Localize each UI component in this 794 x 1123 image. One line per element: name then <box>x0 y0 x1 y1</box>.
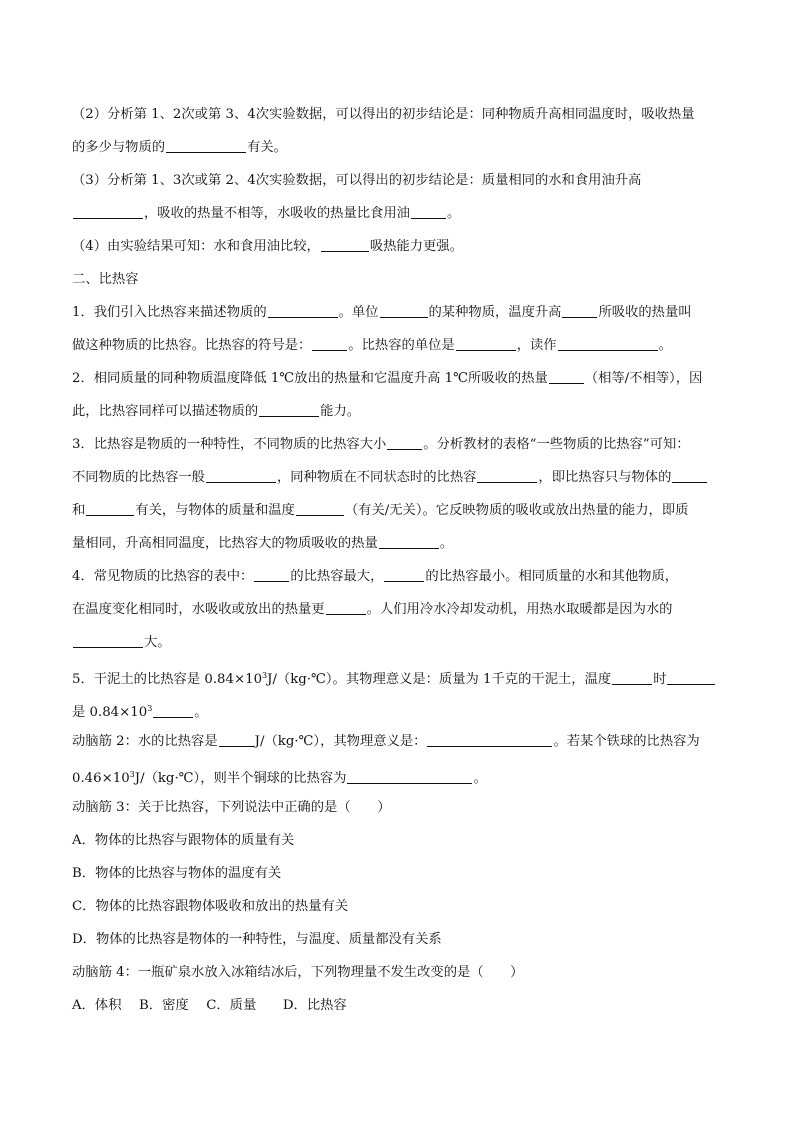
text: 动脑筋 2：水的比热容是 <box>72 734 218 749</box>
text: 。分析教材的表格“一些物质的比热容”可知： <box>423 437 690 452</box>
text: （2）分析第 1、2次或第 3、4次实验数据，可以得出的初步结论是：同种物质升高相同温度时，吸收热量 <box>72 107 695 122</box>
answer-blank[interactable] <box>259 403 319 417</box>
item-1-line-2 <box>72 329 724 362</box>
answer-blank[interactable] <box>477 469 537 483</box>
item-3-line-3 <box>72 494 724 527</box>
text: 2．相同质量的同种物质温度降低 1℃放出的热量和它温度升高 1℃所吸收的热量 <box>72 371 548 386</box>
text: 。比热容的单位是 <box>348 338 455 353</box>
text: 量相同，升高相同温度，比热容大的物质吸收的热量 <box>72 536 378 551</box>
answer-blank[interactable] <box>558 337 658 351</box>
brain-teaser-2-line-2 <box>72 758 724 791</box>
text: J/（kg·℃），则半个铜球的比热容为 <box>134 771 347 786</box>
answer-blank[interactable] <box>411 205 446 219</box>
item-4-line-3 <box>72 626 724 659</box>
answer-blank[interactable] <box>347 770 472 784</box>
text: B．物体的比热容与物体的温度有关 <box>72 866 282 881</box>
text: 的多少与物质的 <box>72 140 166 155</box>
text: 不同物质的比热容一般 <box>72 470 205 485</box>
text: 有关，与物体的质量和温度 <box>135 503 295 518</box>
answer-blank[interactable] <box>612 671 652 685</box>
answer-blank[interactable] <box>384 568 424 582</box>
question-3-line-1 <box>72 164 724 197</box>
item-4-line-2 <box>72 593 724 626</box>
text: 。 <box>473 771 487 786</box>
item-5-line-1 <box>72 659 724 692</box>
text: （4）由实验结果可知：水和食用油比较， <box>72 239 320 254</box>
answer-blank[interactable] <box>73 205 143 219</box>
item-3-line-1 <box>72 428 724 461</box>
answer-blank[interactable] <box>456 337 516 351</box>
text: 是 0.84×10 <box>72 705 148 720</box>
question-4-line <box>72 230 724 263</box>
text: ，即比热容只与物体的 <box>538 470 672 485</box>
text: 。 <box>446 206 461 221</box>
item-2-line-2 <box>72 395 724 428</box>
text: 的比热容最小。相同质量的水和其他物质， <box>425 569 679 584</box>
worksheet-page <box>72 98 724 1022</box>
answer-blank[interactable] <box>254 568 289 582</box>
answer-blank[interactable] <box>296 502 344 516</box>
text: 1．我们引入比热容来描述物质的 <box>72 305 267 320</box>
answer-blank[interactable] <box>86 502 134 516</box>
text: （相等/不相等），因 <box>584 371 703 386</box>
exponent: 3 <box>147 704 153 713</box>
text: ，同种物质在不同状态时的比热容 <box>276 470 477 485</box>
answer-blank[interactable] <box>326 601 366 615</box>
choice-c[interactable] <box>72 890 724 923</box>
answer-blank[interactable] <box>268 304 338 318</box>
text: 此，比热容同样可以描述物质的 <box>72 404 259 419</box>
brain-teaser-4-question <box>72 956 724 989</box>
answer-blank[interactable] <box>206 469 276 483</box>
question-3-line-2 <box>72 197 724 230</box>
item-5-line-2 <box>72 692 724 725</box>
answer-blank[interactable] <box>672 469 707 483</box>
answer-blank[interactable] <box>380 304 428 318</box>
text: 能力。 <box>320 404 361 419</box>
answer-blank[interactable] <box>321 238 369 252</box>
answer-blank[interactable] <box>312 337 347 351</box>
text: （有关/无关）。它反映物质的吸收或放出热量的能力，即质 <box>344 503 689 518</box>
question-2-line-2 <box>72 131 724 164</box>
answer-blank[interactable] <box>387 436 422 450</box>
brain-teaser-4-choices[interactable] <box>72 989 724 1022</box>
item-2-line-1 <box>72 362 724 395</box>
text: 3．比热容是物质的一种特性，不同物质的比热容大小 <box>72 437 387 452</box>
question-2-line-1 <box>72 98 724 131</box>
item-1-line-1 <box>72 296 724 329</box>
exponent: 3 <box>129 770 135 779</box>
text: ，读作 <box>516 338 557 353</box>
text: 动脑筋 3：关于比热容，下列说法中正确的是（ ） <box>72 800 391 815</box>
text: 。 <box>439 536 454 551</box>
text: 。若某个铁球的比热容为 <box>553 734 700 749</box>
text: ，吸收的热量不相等，水吸收的热量比食用油 <box>144 206 410 221</box>
text: 4．常见物质的比热容的表中： <box>72 569 254 584</box>
brain-teaser-2-line-1 <box>72 725 724 758</box>
answer-blank[interactable] <box>153 704 193 718</box>
text: 和 <box>72 503 86 518</box>
text: J/（kg·℃）。其物理意义是：质量为 1千克的干泥土，温度 <box>267 672 612 687</box>
item-3-line-2 <box>72 461 724 494</box>
answer-blank[interactable] <box>427 733 552 747</box>
text: C．物体的比热容跟物体吸收和放出的热量有关 <box>72 899 349 914</box>
brain-teaser-3-question <box>72 791 724 824</box>
text: 有关。 <box>247 140 287 155</box>
choice-a[interactable] <box>72 824 724 857</box>
answer-blank[interactable] <box>166 139 246 153</box>
text: 。人们用冷水冷却发动机，用热水取暖都是因为水的 <box>366 602 673 617</box>
exponent: 3 <box>262 671 268 680</box>
text: 吸热能力更强。 <box>369 239 463 254</box>
text: 的比热容最大， <box>290 569 384 584</box>
text: J/（kg·℃），其物理意义是： <box>254 734 427 749</box>
answer-blank[interactable] <box>549 370 584 384</box>
text: 。 <box>194 705 208 720</box>
text: A．物体的比热容与跟物体的质量有关 <box>72 833 295 848</box>
section-heading <box>72 263 724 296</box>
choice-b[interactable] <box>72 857 724 890</box>
text: 时 <box>653 672 667 687</box>
text: 动脑筋 4：一瓶矿泉水放入冰箱结冰后，下列物理量不发生改变的是（ ） <box>72 965 524 980</box>
item-4-line-1 <box>72 560 724 593</box>
text: 5．干泥土的比热容是 0.84×10 <box>72 672 263 687</box>
text: A．体积 B．密度 C．质量 D．比热容 <box>72 998 347 1013</box>
text: 。单位 <box>338 305 379 320</box>
answer-blank[interactable] <box>219 733 254 747</box>
item-3-line-4 <box>72 527 724 560</box>
text: （3）分析第 1、3次或第 2、4次实验数据，可以得出的初步结论是：质量相同的水和食用油升高 <box>72 173 642 188</box>
text: 做这种物质的比热容。比热容的符号是： <box>72 338 312 353</box>
text: 大。 <box>144 635 171 650</box>
answer-blank[interactable] <box>379 535 439 549</box>
text: 的某种物质，温度升高 <box>428 305 562 320</box>
text: 在温度变化相同时，水吸收或放出的热量更 <box>72 602 325 617</box>
answer-blank[interactable] <box>562 304 597 318</box>
answer-blank[interactable] <box>73 634 143 648</box>
section-title: 二、比热容 <box>72 272 139 287</box>
text: 0.46×10 <box>72 771 130 786</box>
text: 。 <box>658 338 672 353</box>
text: 所吸收的热量叫 <box>598 305 692 320</box>
choice-d[interactable] <box>72 923 724 956</box>
text: D．物体的比热容是物体的一种特性，与温度、质量都没有关系 <box>72 932 442 947</box>
answer-blank[interactable] <box>667 671 715 685</box>
